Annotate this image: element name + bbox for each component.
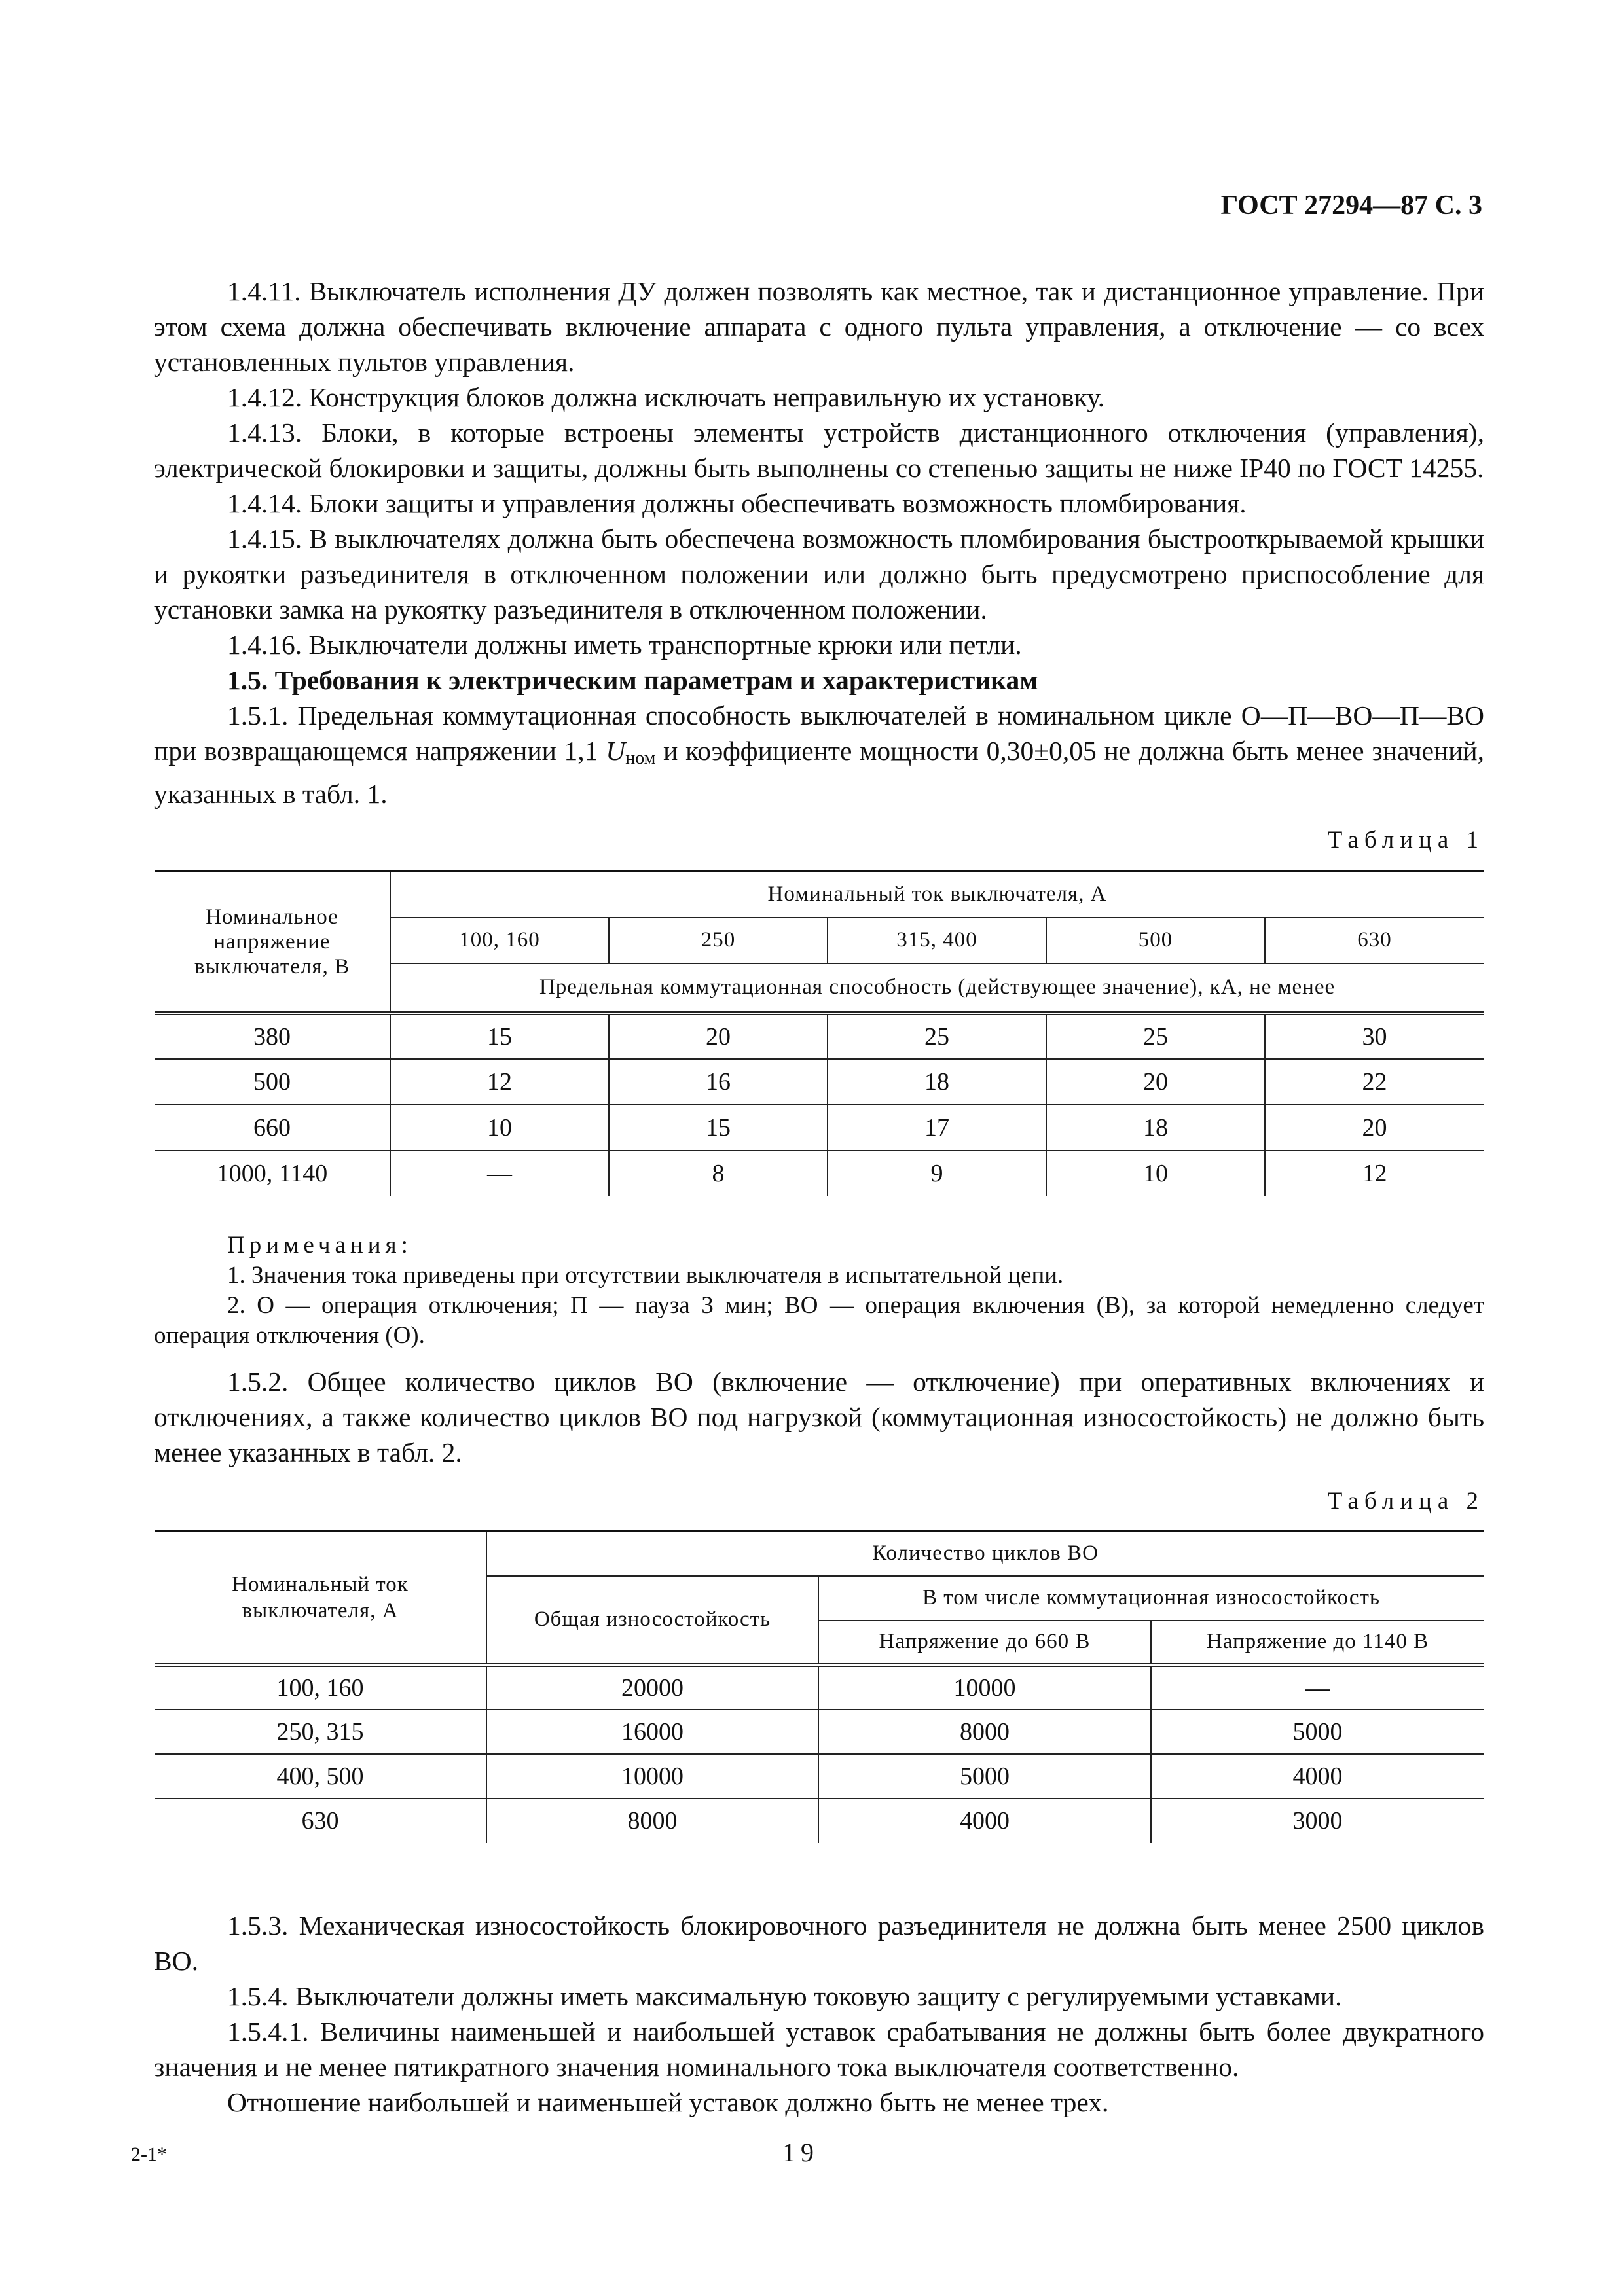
table1-voltage-header: Номинальное напряжение выключателя, В — [155, 872, 390, 1013]
para-1-5-2: 1.5.2. Общее количество циклов ВО (включение — отключение) при оперативных включениях и отключениях, а также количество циклов ВО под нагрузкой (коммутационная износостойкость) не должно быть менее указанных в табл. 2. — [154, 1367, 1484, 1467]
table2-total-header: Общая износостойкость — [486, 1576, 818, 1665]
table-row: 100, 160 20000 10000 — — [155, 1665, 1484, 1710]
table-1 — [155, 870, 1484, 1196]
para-1-5-4: 1.5.4. Выключатели должны иметь максимальную токовую защиту с регулируемыми уставками. — [227, 1981, 1342, 2011]
table2-cycles-header: Количество циклов ВО — [486, 1532, 1484, 1576]
table1-current-col: 500 — [1046, 918, 1265, 963]
table1-current-col: 100, 160 — [390, 918, 609, 963]
table1-current-header: Номинальный ток выключателя, А — [390, 872, 1484, 918]
table1-current-col: 630 — [1265, 918, 1484, 963]
body-section-3 — [154, 1908, 1484, 2120]
body-section-2 — [154, 1364, 1484, 1470]
table2-current-header: Номинальный ток выключателя, А — [155, 1532, 486, 1665]
page-number: 19 — [782, 2138, 819, 2167]
table1-notes — [154, 1230, 1484, 1351]
table-row: 500 12 16 18 20 22 — [155, 1059, 1484, 1105]
table1-current-col: 250 — [609, 918, 828, 963]
para-1-4-15: 1.4.15. В выключателях должна быть обеспечена возможность пломбирования быстрооткрываемой крышки и рукоятки разъединителя в отключенном положении или должно быть предусмотрено приспособление для установки замка на рукоятку разъединителя в отключенном положении. — [154, 524, 1484, 624]
table2-switching-header: В том числе коммутационная износостойкость — [818, 1576, 1484, 1621]
note-item: 1. Значения тока приведены при отсутствии выключателя в испытательной цепи. — [227, 1262, 1064, 1289]
table-row: 1000, 1140 — 8 9 10 12 — [155, 1151, 1484, 1196]
footer-signature: 2-1* — [131, 2144, 167, 2165]
table1-caption: Таблица 1 — [1327, 827, 1484, 853]
para-1-5-4-1: 1.5.4.1. Величины наименьшей и наибольшей уставок срабатывания не должны быть более двукратного значения и не менее пятикратного значения номинального тока выключателя соответственно. — [154, 2017, 1484, 2082]
para-1-4-14: 1.4.14. Блоки защиты и управления должны обеспечивать возможность пломбирования. — [227, 488, 1247, 518]
heading-1-5: 1.5. Требования к электрическим параметрам и характеристикам — [227, 665, 1038, 695]
table-row: 250, 315 16000 8000 5000 — [155, 1710, 1484, 1754]
table1-capacity-header: Предельная коммутационная способность (действующее значение), кА, не менее — [390, 963, 1484, 1013]
para-1-4-13: 1.4.13. Блоки, в которые встроены элементы устройств дистанционного отключения (управления), электрической блокировки и защиты, должны быть выполнены со степенью защиты не ниже IP40 по ГОСТ 14255. — [154, 418, 1484, 483]
para-1-4-11: 1.4.11. Выключатель исполнения ДУ должен позволять как местное, так и дистанционное управление. При этом схема должна обеспечивать включение аппарата с одного пульта управления, а отключение — со всех установленных пультов управления. — [154, 276, 1484, 377]
table1-current-col: 315, 400 — [828, 918, 1046, 963]
notes-label: Примечания: — [227, 1232, 412, 1259]
para-ratio: Отношение наибольшей и наименьшей уставок должно быть не менее трех. — [227, 2087, 1109, 2117]
table2-caption: Таблица 2 — [1327, 1488, 1484, 1515]
para-1-5-1: 1.5.1. Предельная коммутационная способность выключателей в номинальном цикле О—П—ВО—П—ВО при возвращающемся напряжении 1,1 $U_{ном}$ и коэффициенте мощности 0,30±0,05 не должна быть менее значений, указанных в табл. 1. — [154, 700, 1484, 809]
note-item: 2. О — операция отключения; П — пауза 3 мин; ВО — операция включения (В), за которой немедленно следует операция отключения (О). — [154, 1292, 1484, 1349]
para-1-4-12: 1.4.12. Конструкция блоков должна исключать неправильную их установку. — [227, 382, 1105, 412]
table-row: 380 15 20 25 25 30 — [155, 1013, 1484, 1059]
table-row: 660 10 15 17 18 20 — [155, 1105, 1484, 1151]
table2-v1140-header: Напряжение до 1140 В — [1151, 1621, 1484, 1665]
table-row: 400, 500 10000 5000 4000 — [155, 1754, 1484, 1799]
table-2 — [155, 1530, 1484, 1843]
table2-v660-header: Напряжение до 660 В — [818, 1621, 1151, 1665]
table-row: 630 8000 4000 3000 — [155, 1799, 1484, 1843]
para-1-4-16: 1.4.16. Выключатели должны иметь транспортные крюки или петли. — [227, 630, 1022, 660]
page-header: ГОСТ 27294—87 С. 3 — [1220, 190, 1482, 221]
para-1-5-3: 1.5.3. Механическая износостойкость блокировочного разъединителя не должна быть менее 2500 циклов ВО. — [154, 1910, 1484, 1976]
body-section-1 — [154, 274, 1484, 812]
